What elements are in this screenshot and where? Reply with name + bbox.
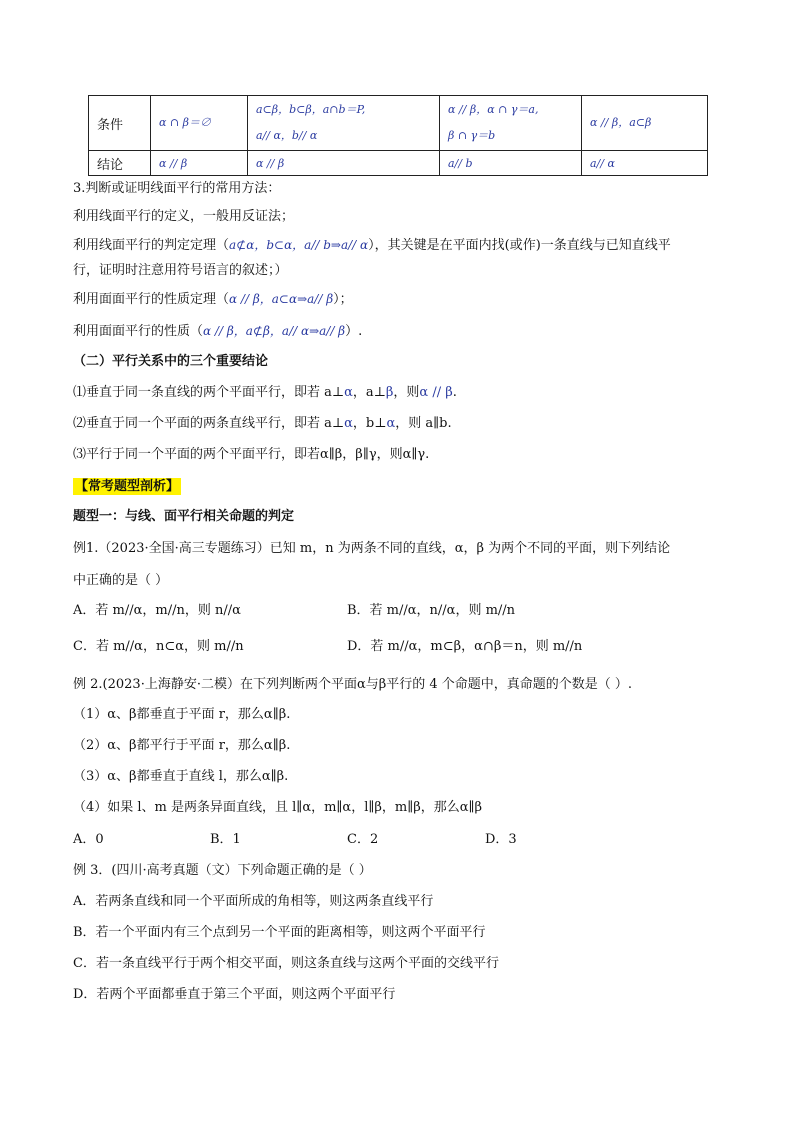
row-label-condition: 条件 — [89, 96, 151, 151]
text: 利用面面平行的性质定理（ — [73, 292, 230, 307]
method-3 — [73, 290, 353, 309]
text: ）. — [345, 324, 363, 339]
example-2-option-a: A．0 — [73, 832, 104, 847]
math-expression: α // β，a⊂α⇒a// β — [229, 292, 334, 306]
text: α — [344, 385, 353, 400]
method-4 — [73, 322, 362, 341]
text: α — [344, 416, 353, 431]
cell-math: β ∩ γ＝b — [448, 129, 496, 142]
cell-math: a⊂β，b⊂β，a∩b＝P, — [256, 103, 366, 116]
table-row-condition — [89, 96, 708, 151]
table-cell — [151, 151, 248, 176]
cell-math: α // β，a⊂β — [590, 116, 652, 129]
example-2-prop-4: （4）如果 l、m 是两条异面直线，且 l∥α，m∥α，l∥β，m∥β，那么α∥β — [73, 800, 483, 815]
text: ）； — [333, 292, 353, 307]
example-1-option-b: B．若 m//α，n//α，则 m//n — [347, 603, 516, 618]
example-1-line-1: 例1.（2023·全国·高三专题练习）已知 m，n 为两条不同的直线，α，β 为两个不同的平面，则下列结论 — [73, 541, 671, 556]
table-cell — [582, 151, 708, 176]
text: β — [385, 385, 394, 400]
text: α — [386, 416, 396, 431]
text: α // β — [419, 385, 453, 400]
text: ），其关键是在平面内找(或作)一条直线与已知直线平 — [368, 238, 671, 253]
section-badge: 【常考题型剖析】 — [75, 479, 180, 494]
cell-math: α ∩ β＝∅ — [159, 116, 211, 129]
example-1-line-2: 中正确的是（ ） — [73, 573, 169, 588]
example-2-prop-3: （3）α、β都垂直于直线 l，那么α∥β. — [73, 769, 289, 784]
text: ，b⊥ — [352, 416, 387, 431]
example-3-option-b: B．若一个平面内有三个点到另一个平面的距离相等，则这两个平面平行 — [73, 925, 486, 940]
math-expression: a⊄α，b⊂α，a// b⇒a// α — [229, 238, 369, 252]
example-2-line-1: 例 2.(2023·上海静安·二模）在下列判断两个平面α与β平行的 4 个命题中，真命题的个数是（ ）. — [73, 677, 633, 692]
cell-math: α // β，α ∩ γ＝a, — [448, 103, 539, 116]
type-heading: 题型一：与线、面平行相关命题的判定 — [73, 509, 295, 524]
method-1: 利用线面平行的定义，一般用反证法； — [73, 209, 295, 224]
cell-math: a// b — [448, 157, 473, 170]
example-2-option-c: C．2 — [347, 832, 379, 847]
example-1-option-a: A．若 m//α，m//n，则 n//α — [73, 603, 241, 618]
example-1-option-d: D．若 m//α，m⊂β，α∩β＝n，则 m//n — [347, 639, 583, 654]
text: ⑴垂直于同一条直线的两个平面平行，即若 a⊥ — [73, 385, 345, 400]
example-2-prop-2: （2）α、β都平行于平面 r，那么α∥β. — [73, 738, 291, 753]
table-cell — [248, 96, 440, 151]
example-2-option-b: B．1 — [210, 832, 241, 847]
text: . — [452, 385, 457, 400]
example-3-option-d: D．若两个平面都垂直于第三个平面，则这两个平面平行 — [73, 987, 396, 1002]
table-cell — [440, 96, 582, 151]
text: ，a⊥ — [352, 385, 386, 400]
example-2-option-d: D．3 — [485, 832, 517, 847]
conclusion-3: ⑶平行于同一个平面的两个平面平行，即若α∥β，β∥γ，则α∥γ. — [73, 447, 430, 462]
cell-math: α // β — [256, 157, 285, 170]
cell-math: a// α，b// α — [256, 129, 318, 142]
example-3-option-c: C．若一条直线平行于两个相交平面，则这条直线与这两个平面的交线平行 — [73, 956, 499, 971]
table-cell — [440, 151, 582, 176]
methods-heading: 3.判断或证明线面平行的常用方法： — [73, 181, 281, 196]
text: ⑵垂直于同一个平面的两条直线平行，即若 a⊥ — [73, 416, 345, 431]
conclusions-heading: （二）平行关系中的三个重要结论 — [73, 354, 269, 369]
summary-table — [88, 95, 708, 176]
table-cell — [248, 151, 440, 176]
example-1-option-c: C．若 m//α，n⊂α，则 m//n — [73, 639, 244, 654]
text: 利用线面平行的判定定理（ — [73, 238, 230, 253]
text: 利用面面平行的性质（ — [73, 324, 204, 339]
table-cell — [582, 96, 708, 151]
method-2 — [73, 236, 671, 255]
table-cell — [151, 96, 248, 151]
cell-math: a// α — [590, 157, 615, 170]
text: ，则 a∥b. — [395, 416, 452, 431]
example-2-prop-1: （1）α、β都垂直于平面 r，那么α∥β. — [73, 707, 291, 722]
cell-math: α // β — [159, 157, 188, 170]
math-expression: α // β，a⊄β，a// α⇒a// β — [203, 324, 346, 338]
conclusion-1 — [73, 384, 457, 402]
section-badge-wrap — [73, 478, 181, 496]
table-row-conclusion — [89, 151, 708, 176]
row-label-conclusion: 结论 — [89, 151, 151, 176]
method-2-cont: 行，证明时注意用符号语言的叙述；） — [73, 263, 288, 278]
text: ，则 — [393, 385, 420, 400]
conclusion-2 — [73, 415, 452, 433]
example-3-line-1: 例 3．(四川·高考真题（文）下列命题正确的是（ ） — [73, 863, 372, 878]
example-3-option-a: A．若两条直线和同一个平面所成的角相等，则这两条直线平行 — [73, 894, 434, 909]
